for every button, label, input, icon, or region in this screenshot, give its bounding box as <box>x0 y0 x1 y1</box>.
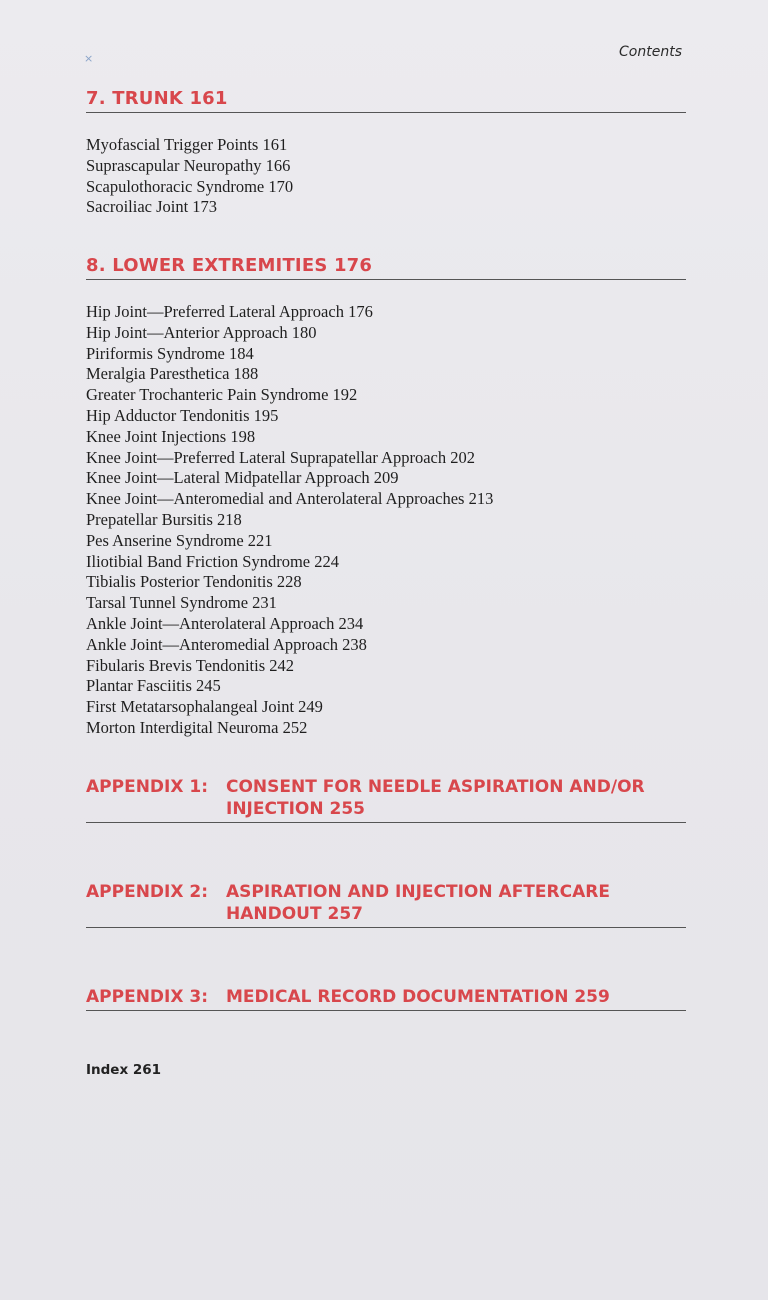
toc-entry: Iliotibial Band Friction Syndrome 224 <box>86 551 339 571</box>
appendix-3 <box>86 986 686 1011</box>
entry-list <box>86 135 686 218</box>
toc-entry: Ankle Joint—Anterolateral Approach 234 <box>86 613 364 633</box>
section-heading: 7. TRUNK 161 <box>86 88 686 113</box>
entry-list <box>86 302 686 739</box>
appendix-label: APPENDIX 3: <box>86 987 209 1007</box>
toc-entry: Sacroiliac Joint 173 <box>86 197 218 217</box>
toc-entry: Myofascial Trigger Points 161 <box>86 135 288 154</box>
toc-entry: Hip Adductor Tendonitis 195 <box>86 405 279 425</box>
toc-entry: Knee Joint—Preferred Lateral Suprapatellar Approach 202 <box>86 447 475 467</box>
toc-entry: Meralgia Paresthetica 188 <box>86 364 259 384</box>
toc-entry: Knee Joint—Anteromedial and Anterolateral Approaches 213 <box>86 489 494 509</box>
toc-entry: Piriformis Syndrome 184 <box>86 343 254 363</box>
toc-entry: Suprascapular Neuropathy 166 <box>86 155 291 175</box>
toc-entry: Prepatellar Bursitis 218 <box>86 509 242 529</box>
toc-entry: Plantar Fasciitis 245 <box>86 676 221 696</box>
appendix-1 <box>86 776 686 823</box>
toc-entry: Tibialis Posterior Tendonitis 228 <box>86 572 302 592</box>
toc-entry: Greater Trochanteric Pain Syndrome 192 <box>86 385 358 405</box>
toc-entry: Hip Joint—Preferred Lateral Approach 176 <box>86 302 373 321</box>
running-head: Contents <box>619 44 682 60</box>
toc-entry: Knee Joint Injections 198 <box>86 426 256 446</box>
section-lower-extremities <box>86 255 686 739</box>
appendix-title: ASPIRATION AND INJECTION AFTERCARE HANDOUT 257 <box>226 882 610 924</box>
toc-entry: Scapulothoracic Syndrome 170 <box>86 176 294 196</box>
toc-entry: Knee Joint—Lateral Midpatellar Approach 209 <box>86 468 399 488</box>
toc-entry: Ankle Joint—Anteromedial Approach 238 <box>86 634 367 654</box>
index-entry: Index 261 <box>86 1062 162 1078</box>
toc-entry: Fibularis Brevis Tendonitis 242 <box>86 655 294 675</box>
toc-entry: Pes Anserine Syndrome 221 <box>86 530 273 550</box>
appendix-label: APPENDIX 2: <box>86 882 209 902</box>
toc-entry: Hip Joint—Anterior Approach 180 <box>86 322 317 342</box>
toc-entry: Tarsal Tunnel Syndrome 231 <box>86 593 277 613</box>
appendix-label: APPENDIX 1: <box>86 777 209 797</box>
appendix-title: CONSENT FOR NEEDLE ASPIRATION AND/OR INJECTION 255 <box>226 777 645 819</box>
section-heading: 8. LOWER EXTREMITIES 176 <box>86 255 686 280</box>
toc-entry: First Metatarsophalangeal Joint 249 <box>86 697 323 717</box>
corner-mark: × <box>84 52 94 65</box>
section-trunk <box>86 88 686 218</box>
toc-entry: Morton Interdigital Neuroma 252 <box>86 717 308 737</box>
appendix-title: MEDICAL RECORD DOCUMENTATION 259 <box>226 987 610 1007</box>
appendix-2 <box>86 881 686 928</box>
